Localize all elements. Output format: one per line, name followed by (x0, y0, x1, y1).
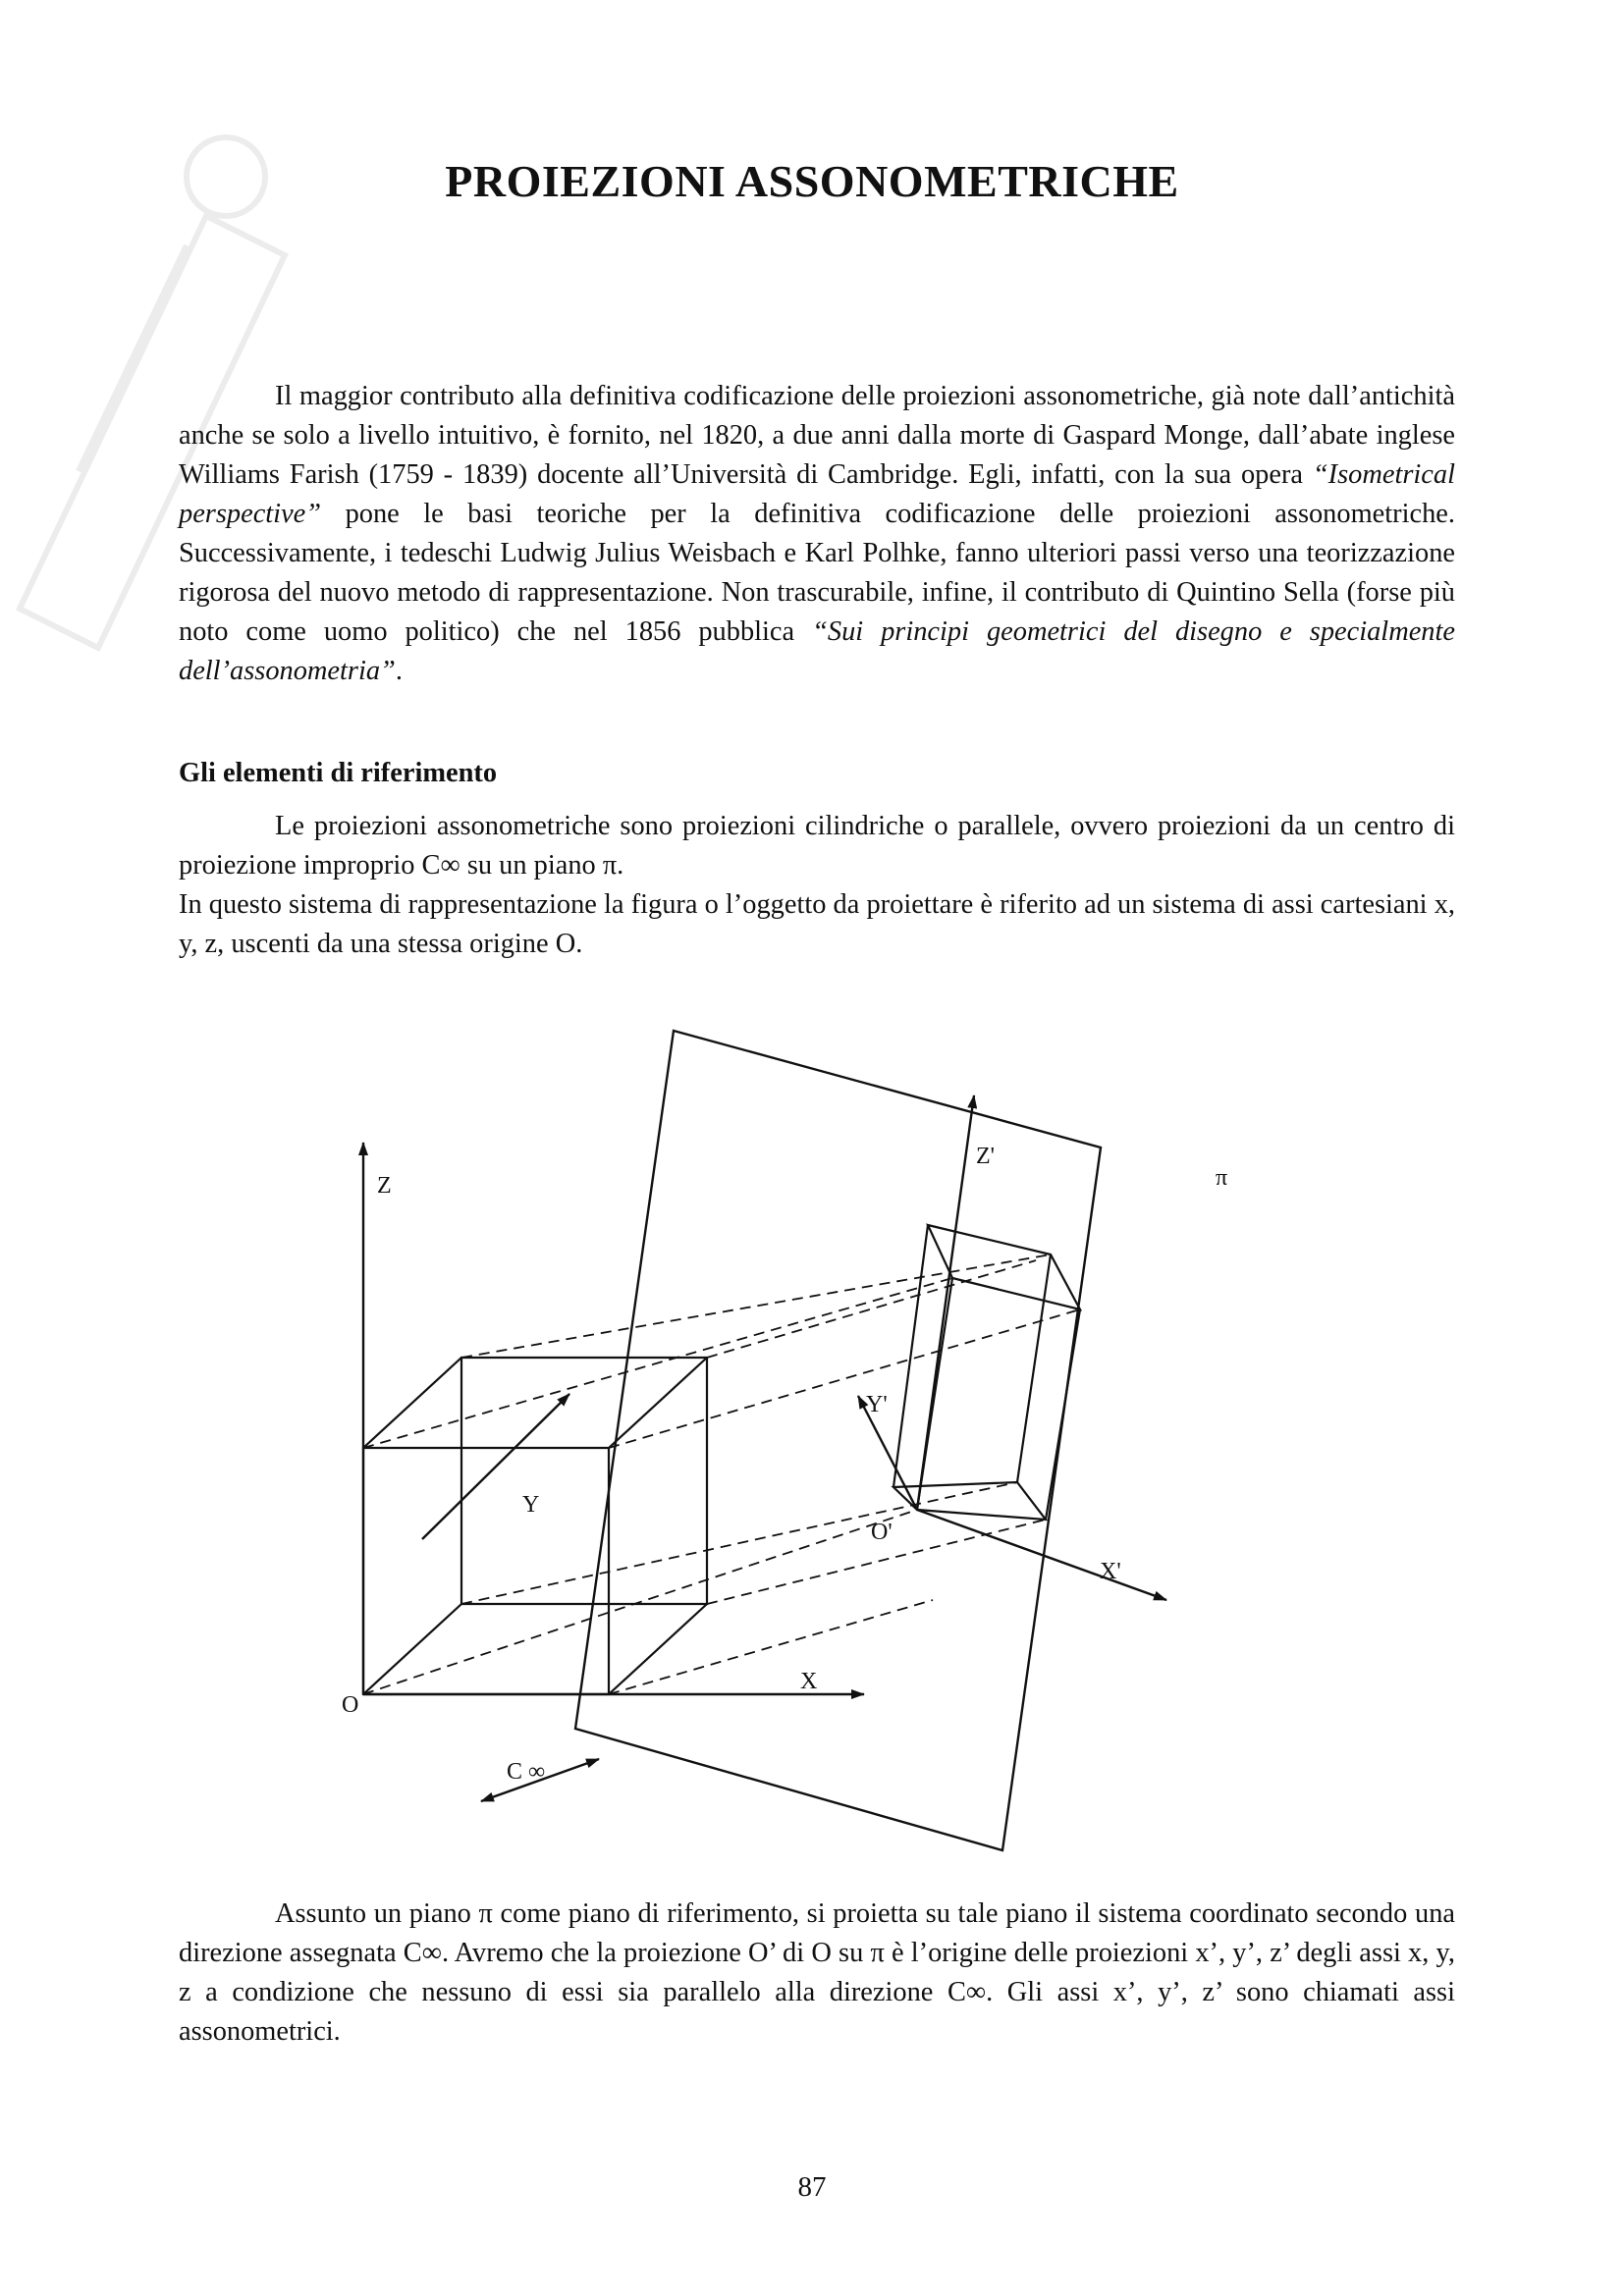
definitions-text (179, 807, 1455, 964)
page-number: 87 (797, 2171, 827, 2203)
definition-paragraph-2: In questo sistema di rappresentazione la figura o l’oggetto da proiettare è riferito ad un sistema di assi cartesiani x, y, z, uscenti da una stessa origine O. (179, 889, 1455, 959)
cube (363, 1358, 707, 1694)
label-z: Z (377, 1173, 392, 1199)
axonometric-projection-diagram (314, 1011, 1228, 1875)
section-heading: Gli elementi di riferimento (179, 758, 498, 788)
intro-text-part2: pone le basi teoriche per la definitiva codificazione delle proiezioni assonometriche. Successivamente, i tedeschi Ludwig Julius Weisbach e Karl Polhke, fanno ulteriori passi verso una teorizzazione rigorosa del nuovo metodo di rappresentazione. Non trascurabile, infine, il contributo di Quintino Sella (forse più noto come uomo politico) che nel 1856 pubblica (179, 499, 1455, 647)
label-o-prime: O' (871, 1520, 893, 1545)
label-y: Y (522, 1492, 540, 1518)
page-title: PROIEZIONI ASSONOMETRICHE (445, 156, 1179, 206)
projection-rays (363, 1255, 1080, 1694)
y-axis (422, 1394, 569, 1539)
intro-text-end: . (395, 656, 403, 686)
label-c-infinity: C ∞ (507, 1759, 546, 1785)
label-pi: π (1216, 1165, 1228, 1191)
intro-sella-title: “Sui principi geometrici del disegno e specialmente dell’assonometria” (179, 616, 1455, 686)
conclusion-paragraph: Assunto un piano π come piano di riferimento, si proietta su tale piano il sistema coordinato secondo una direzione assegnata C∞. Avremo che la proiezione O’ di O su π è l’origine delle proiezioni x’, y’, z’ degli assi x, y, z a condizione che nessuno di essi sia parallelo alla direzione C∞. Gli assi x’, y’, z’ sono chiamati assi assonometrici. (179, 1898, 1455, 2047)
intro-paragraph (179, 377, 1455, 691)
x-prime-axis (917, 1510, 1166, 1600)
projection-plane-pi (575, 1031, 1101, 1850)
conclusion-text (179, 1895, 1455, 2052)
label-x: X (800, 1669, 818, 1694)
label-y-prime: Y' (866, 1392, 888, 1417)
label-x-prime: X' (1100, 1559, 1121, 1584)
intro-work-title: “Isometrical perspective” (179, 459, 1455, 529)
intro-text-part1: Il maggior contributo alla definitiva codificazione delle proiezioni assonometriche, già note dall’antichità anche se solo a livello intuitivo, è fornito, nel 1820, a due anni dalla morte di Gaspard Monge, dall’abate inglese Williams Farish (1759 - 1839) docente all’Università di Cambridge. Egli, infatti, con la sua opera (179, 381, 1455, 490)
label-o: O (342, 1692, 359, 1718)
label-z-prime: Z' (976, 1144, 995, 1169)
z-prime-axis (917, 1095, 974, 1510)
definition-paragraph-1: Le proiezioni assonometriche sono proiezioni cilindriche o parallele, ovvero proiezioni da un centro di proiezione improprio C∞ su un piano π. (179, 811, 1455, 881)
